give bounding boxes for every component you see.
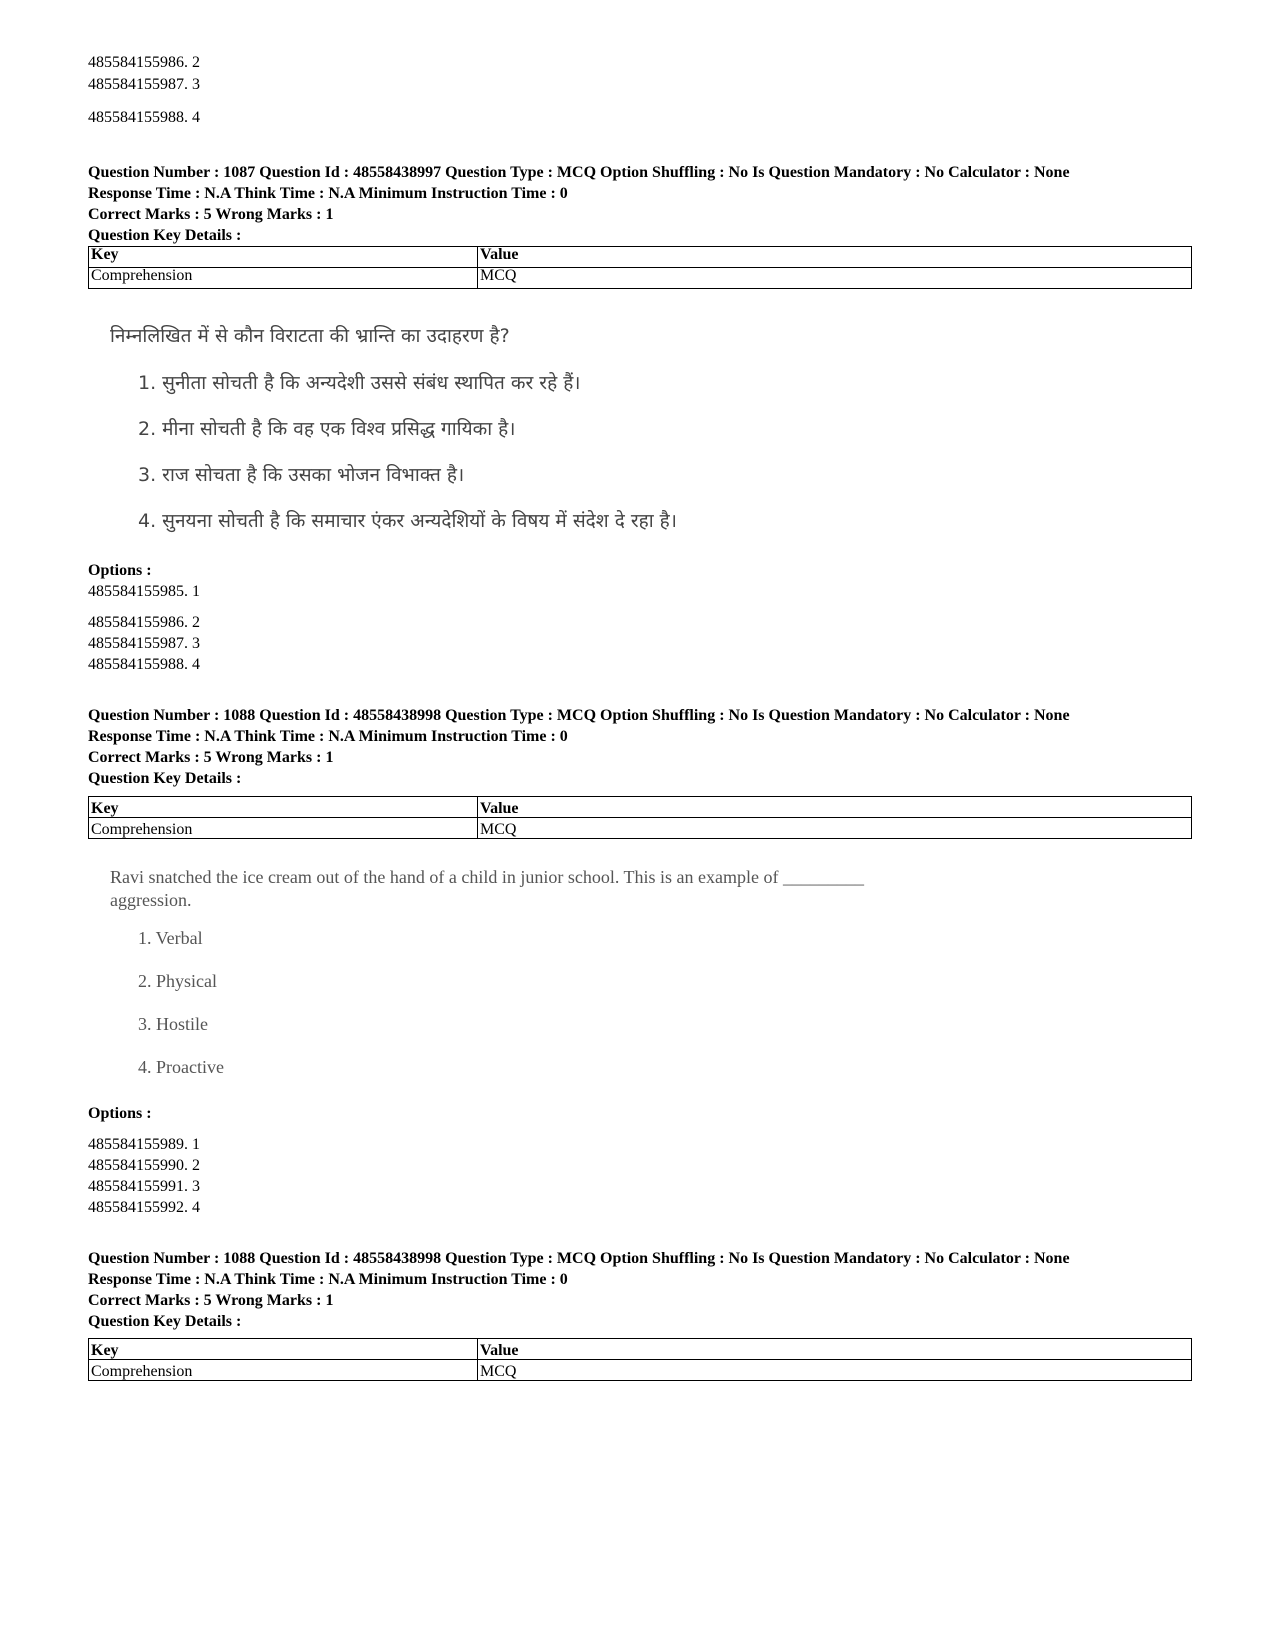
question-choice: 2. Physical — [138, 971, 217, 991]
question-choice: 3. Hostile — [138, 1014, 208, 1034]
option-line: 485584155989. 1 — [88, 1136, 200, 1153]
option-line: 485584155992. 4 — [88, 1199, 200, 1216]
question-key-table — [88, 796, 1192, 839]
option-line: 485584155988. 4 — [88, 109, 200, 126]
question-choice: 1. सुनीता सोचती है कि अन्यदेशी उससे संबंध स्थापित कर रहे हैं। — [138, 372, 581, 394]
question-key-details-label: Question Key Details : — [88, 770, 242, 787]
key-header: Key — [89, 1339, 478, 1360]
options-label: Options : — [88, 1105, 152, 1122]
key-cell: Comprehension — [89, 1360, 478, 1381]
key-cell: Comprehension — [89, 818, 478, 839]
question-stem: Ravi snatched the ice cream out of the hand of a child in junior school. This is an example of _________ aggression. — [110, 867, 864, 910]
question-meta-line: Correct Marks : 5 Wrong Marks : 1 — [88, 206, 334, 223]
option-line: 485584155986. 2 — [88, 614, 200, 631]
question-choice: 3. राज सोचता है कि उसका भोजन विभाक्त है। — [138, 464, 465, 486]
question-image — [110, 866, 950, 1086]
question-meta-line: Question Number : 1088 Question Id : 48558438998 Question Type : MCQ Option Shuffling : No Is Question Mandatory : No Calculator : None — [88, 707, 1070, 724]
value-header: Value — [478, 797, 1192, 818]
question-meta-line: Correct Marks : 5 Wrong Marks : 1 — [88, 1292, 334, 1309]
option-line: 485584155987. 3 — [88, 635, 200, 652]
question-meta-line: Question Number : 1088 Question Id : 48558438998 Question Type : MCQ Option Shuffling : No Is Question Mandatory : No Calculator : None — [88, 1250, 1070, 1267]
option-line: 485584155991. 3 — [88, 1178, 200, 1195]
value-header: Value — [478, 1339, 1192, 1360]
option-line: 485584155986. 2 — [88, 54, 200, 71]
question-choice: 4. सुनयना सोचती है कि समाचार एंकर अन्यदेशियों के विषय में संदेश दे रहा है। — [138, 510, 677, 532]
question-meta-line: Response Time : N.A Think Time : N.A Minimum Instruction Time : 0 — [88, 1271, 568, 1288]
option-line: 485584155990. 2 — [88, 1157, 200, 1174]
question-key-details-label: Question Key Details : — [88, 227, 242, 244]
key-cell: Comprehension — [89, 268, 478, 289]
question-key-table — [88, 246, 1192, 289]
question-meta-line: Response Time : N.A Think Time : N.A Minimum Instruction Time : 0 — [88, 185, 568, 202]
option-line: 485584155985. 1 — [88, 583, 200, 600]
value-cell: MCQ — [478, 1360, 1192, 1381]
question-stem: निम्नलिखित में से कौन विराटता की भ्रान्ति का उदाहरण है? — [110, 325, 510, 347]
question-choice: 1. Verbal — [138, 928, 203, 948]
value-header: Value — [478, 247, 1192, 268]
question-key-details-label: Question Key Details : — [88, 1313, 242, 1330]
value-cell: MCQ — [478, 268, 1192, 289]
question-choice: 2. मीना सोचती है कि वह एक विश्व प्रसिद्ध गायिका है। — [138, 418, 516, 440]
question-meta-line: Question Number : 1087 Question Id : 48558438997 Question Type : MCQ Option Shuffling : No Is Question Mandatory : No Calculator : None — [88, 164, 1070, 181]
question-choice: 4. Proactive — [138, 1057, 224, 1077]
value-cell: MCQ — [478, 818, 1192, 839]
question-key-table — [88, 1338, 1192, 1381]
question-meta-line: Response Time : N.A Think Time : N.A Minimum Instruction Time : 0 — [88, 728, 568, 745]
option-line: 485584155988. 4 — [88, 656, 200, 673]
key-header: Key — [89, 247, 478, 268]
question-meta-line: Correct Marks : 5 Wrong Marks : 1 — [88, 749, 334, 766]
options-label: Options : — [88, 562, 152, 579]
question-image — [110, 322, 810, 542]
key-header: Key — [89, 797, 478, 818]
option-line: 485584155987. 3 — [88, 76, 200, 93]
